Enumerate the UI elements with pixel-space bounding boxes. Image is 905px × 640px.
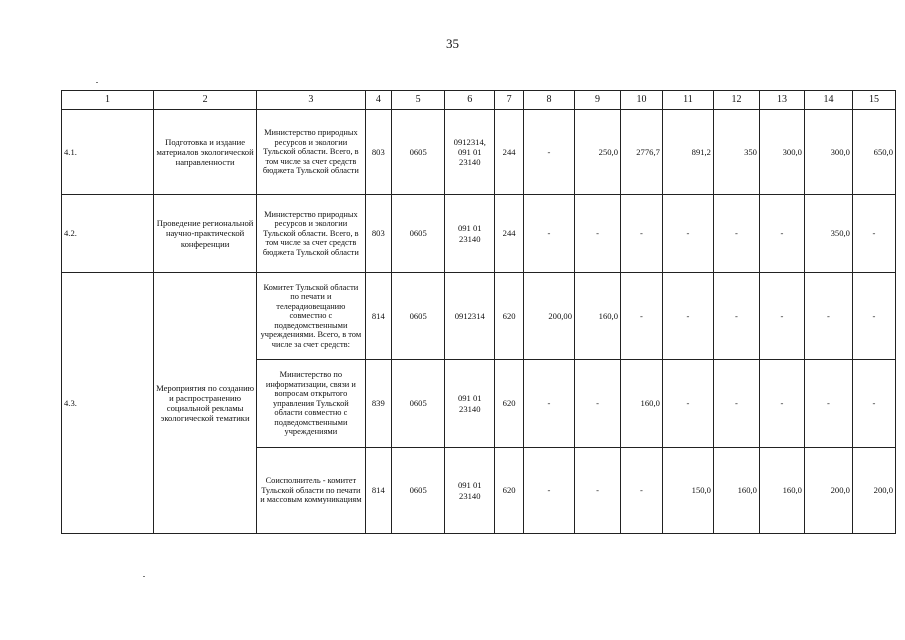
amount-cell: - bbox=[852, 360, 895, 448]
amount-cell: 350 bbox=[713, 110, 759, 195]
responsible-executor: Соисполнитель - комитет Тульской области по печати и массовым коммуникациям bbox=[257, 448, 365, 534]
header-cell: 9 bbox=[575, 91, 621, 110]
amount-cell: - bbox=[759, 273, 804, 360]
amount-cell: - bbox=[523, 448, 574, 534]
code-cell: 0912314 bbox=[445, 273, 495, 360]
amount-cell: 200,0 bbox=[852, 448, 895, 534]
amount-cell: - bbox=[852, 195, 895, 273]
amount-cell: 160,0 bbox=[759, 448, 804, 534]
responsible-executor: Министерство по информатизации, связи и вопросам открытого управления Тульской области совместно с подведомственными учреждениями bbox=[257, 360, 365, 448]
header-cell: 12 bbox=[713, 91, 759, 110]
amount-cell: 160,0 bbox=[713, 448, 759, 534]
code-cell: 0605 bbox=[392, 448, 445, 534]
code-cell: 0912314, 091 01 23140 bbox=[445, 110, 495, 195]
header-cell: 1 bbox=[62, 91, 154, 110]
header-cell: 8 bbox=[523, 91, 574, 110]
header-cell: 5 bbox=[392, 91, 445, 110]
code-cell: 091 01 23140 bbox=[445, 360, 495, 448]
header-cell: 14 bbox=[804, 91, 852, 110]
amount-cell: - bbox=[621, 195, 663, 273]
table-row bbox=[62, 110, 896, 195]
code-cell: 091 01 23140 bbox=[445, 448, 495, 534]
header-cell: 6 bbox=[445, 91, 495, 110]
amount-cell: 200,0 bbox=[804, 448, 852, 534]
header-cell: 4 bbox=[365, 91, 392, 110]
amount-cell: - bbox=[523, 110, 574, 195]
amount-cell: 891,2 bbox=[662, 110, 713, 195]
amount-cell: 200,00 bbox=[523, 273, 574, 360]
scan-speck bbox=[143, 576, 145, 577]
header-cell: 3 bbox=[257, 91, 365, 110]
header-cell: 11 bbox=[662, 91, 713, 110]
amount-cell: - bbox=[804, 360, 852, 448]
header-cell: 15 bbox=[852, 91, 895, 110]
code-cell: 814 bbox=[365, 448, 392, 534]
code-cell: 839 bbox=[365, 360, 392, 448]
responsible-executor: Комитет Тульской области по печати и телерадиовещанию совместно с подведомственными учреждениями. Всего, в том числе за счет средств: bbox=[257, 273, 365, 360]
amount-cell: - bbox=[713, 360, 759, 448]
amount-cell: 350,0 bbox=[804, 195, 852, 273]
code-cell: 620 bbox=[495, 360, 524, 448]
code-cell: 803 bbox=[365, 110, 392, 195]
row-number: 4.3. bbox=[62, 273, 154, 534]
code-cell: 620 bbox=[495, 448, 524, 534]
table-row bbox=[62, 273, 896, 360]
header-cell: 7 bbox=[495, 91, 524, 110]
code-cell: 244 bbox=[495, 110, 524, 195]
amount-cell: - bbox=[759, 195, 804, 273]
amount-cell: - bbox=[621, 448, 663, 534]
scan-speck bbox=[96, 82, 98, 83]
code-cell: 803 bbox=[365, 195, 392, 273]
header-cell: 13 bbox=[759, 91, 804, 110]
responsible-executor: Министерство природных ресурсов и экологии Тульской области. Всего, в том числе за счет средств бюджета Тульской области bbox=[257, 195, 365, 273]
measure-name: Мероприятия по созданию и распространению социальной рекламы экологической тематики bbox=[153, 273, 256, 534]
code-cell: 244 bbox=[495, 195, 524, 273]
row-number: 4.1. bbox=[62, 110, 154, 195]
amount-cell: 250,0 bbox=[575, 110, 621, 195]
code-cell: 620 bbox=[495, 273, 524, 360]
amount-cell: 650,0 bbox=[852, 110, 895, 195]
header-cell: 2 bbox=[153, 91, 256, 110]
amount-cell: - bbox=[759, 360, 804, 448]
header-cell: 10 bbox=[621, 91, 663, 110]
program-table bbox=[61, 90, 896, 534]
amount-cell: - bbox=[523, 195, 574, 273]
amount-cell: - bbox=[621, 273, 663, 360]
amount-cell: - bbox=[575, 360, 621, 448]
amount-cell: 300,0 bbox=[804, 110, 852, 195]
responsible-executor: Министерство природных ресурсов и экологии Тульской области. Всего, в том числе за счет средств бюджета Тульской области bbox=[257, 110, 365, 195]
amount-cell: - bbox=[852, 273, 895, 360]
row-number: 4.2. bbox=[62, 195, 154, 273]
amount-cell: - bbox=[662, 195, 713, 273]
amount-cell: - bbox=[662, 273, 713, 360]
page-number: 35 bbox=[446, 36, 459, 51]
code-cell: 091 01 23140 bbox=[445, 195, 495, 273]
amount-cell: 160,0 bbox=[621, 360, 663, 448]
code-cell: 0605 bbox=[392, 273, 445, 360]
amount-cell: - bbox=[523, 360, 574, 448]
table-row bbox=[62, 195, 896, 273]
amount-cell: - bbox=[713, 273, 759, 360]
amount-cell: 150,0 bbox=[662, 448, 713, 534]
measure-name: Проведение региональной научно-практической конференции bbox=[153, 195, 256, 273]
amount-cell: - bbox=[575, 195, 621, 273]
amount-cell: - bbox=[804, 273, 852, 360]
amount-cell: 2776,7 bbox=[621, 110, 663, 195]
amount-cell: 160,0 bbox=[575, 273, 621, 360]
code-cell: 0605 bbox=[392, 110, 445, 195]
code-cell: 0605 bbox=[392, 360, 445, 448]
amount-cell: - bbox=[713, 195, 759, 273]
code-cell: 0605 bbox=[392, 195, 445, 273]
amount-cell: - bbox=[575, 448, 621, 534]
amount-cell: - bbox=[662, 360, 713, 448]
code-cell: 814 bbox=[365, 273, 392, 360]
header-row bbox=[62, 91, 896, 110]
amount-cell: 300,0 bbox=[759, 110, 804, 195]
measure-name: Подготовка и издание материалов экологической направленности bbox=[153, 110, 256, 195]
